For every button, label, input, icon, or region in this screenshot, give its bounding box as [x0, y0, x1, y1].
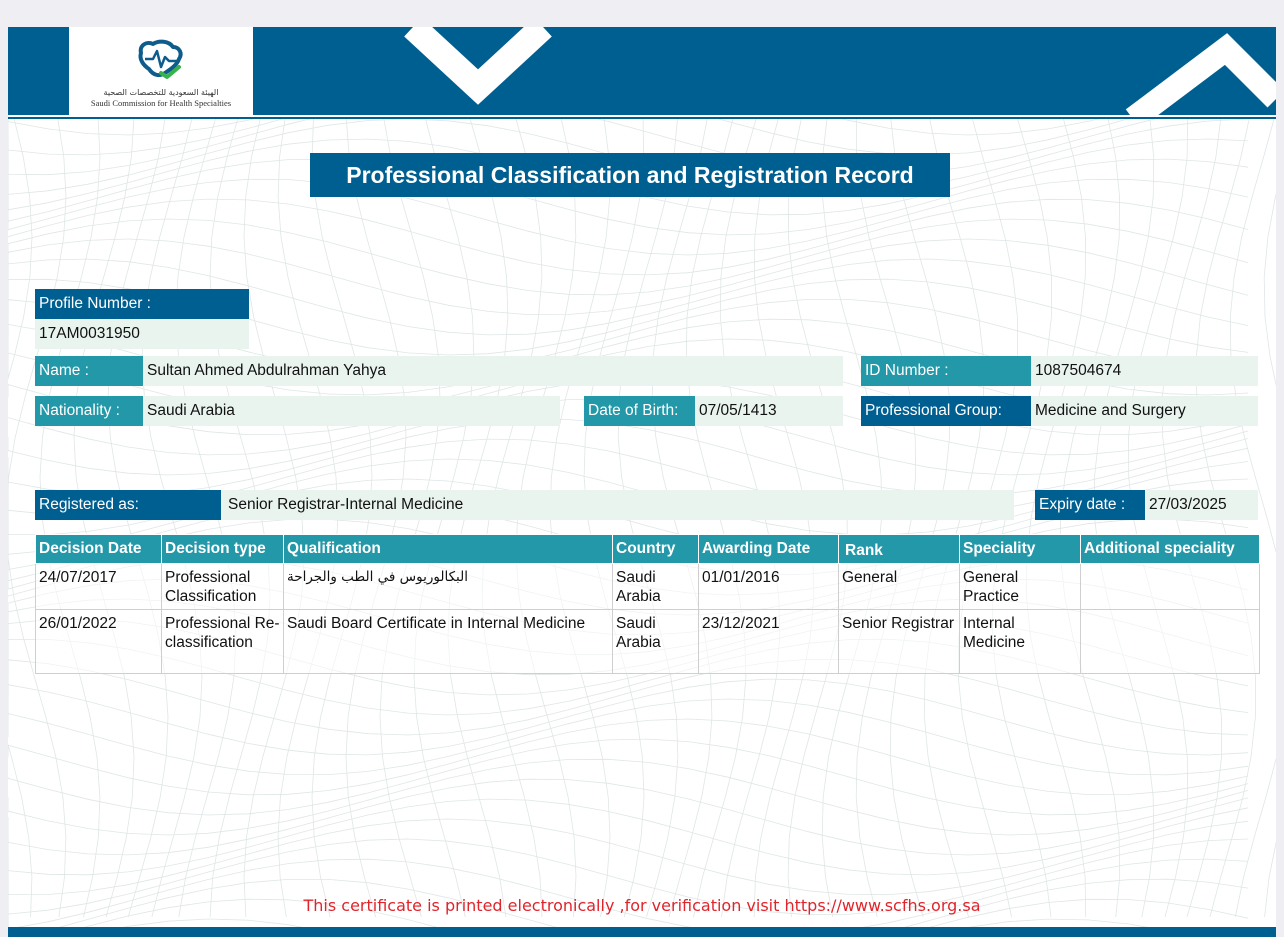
id-number-value: 1087504674 — [1031, 356, 1258, 386]
scfhs-logo-icon — [133, 37, 189, 81]
cell-country: Saudi Arabia — [613, 564, 699, 610]
profile-number-value: 17AM0031950 — [35, 319, 249, 349]
name-value: Sultan Ahmed Abdulrahman Yahya — [143, 356, 843, 386]
col-header-qualification: Qualification — [284, 535, 613, 564]
scfhs-logo — [69, 27, 253, 115]
logo-arabic-text: الهيئة السعودية للتخصصات الصحية — [103, 88, 219, 97]
page-title: Professional Classification and Registration Record — [310, 153, 950, 197]
profile-number-label: Profile Number : — [35, 289, 249, 319]
col-header-decision-date: Decision Date — [36, 535, 162, 564]
guilloche-watermark — [8, 117, 1276, 927]
professional-group-label: Professional Group: — [861, 396, 1031, 426]
col-header-additional-speciality: Additional speciality — [1081, 535, 1260, 564]
verification-note: This certificate is printed electronically ,for verification visit https://www.scfhs.org.sa — [303, 896, 981, 915]
cell-rank: Senior Registrar — [839, 610, 960, 674]
cell-awarding-date: 01/01/2016 — [699, 564, 839, 610]
registered-as-label: Registered as: — [35, 490, 221, 520]
cell-qualification: البكالوريوس في الطب والجراحة — [284, 564, 613, 610]
header-rule — [8, 117, 1276, 119]
registered-as-value: Senior Registrar-Internal Medicine — [221, 490, 1014, 520]
professional-group-value: Medicine and Surgery — [1031, 396, 1258, 426]
cell-decision-type: Professional Re-classification — [162, 610, 284, 674]
col-header-awarding-date: Awarding Date — [699, 535, 839, 564]
cell-qualification: Saudi Board Certificate in Internal Medicine — [284, 610, 613, 674]
certificate-page — [8, 27, 1276, 937]
col-header-speciality: Speciality — [960, 535, 1081, 564]
cell-speciality: Internal Medicine — [960, 610, 1081, 674]
logo-english-text: Saudi Commission for Health Specialties — [90, 98, 232, 108]
dob-value: 07/05/1413 — [695, 396, 843, 426]
nationality-value: Saudi Arabia — [143, 396, 560, 426]
cell-additional-speciality — [1081, 564, 1260, 610]
classification-table — [35, 534, 1259, 674]
id-number-label: ID Number : — [861, 356, 1031, 386]
cell-decision-type: Professional Classification — [162, 564, 284, 610]
cell-decision-date: 26/01/2022 — [36, 610, 162, 674]
dob-label: Date of Birth: — [584, 396, 695, 426]
name-label: Name : — [35, 356, 143, 386]
col-header-decision-type: Decision type — [162, 535, 284, 564]
cell-additional-speciality — [1081, 610, 1260, 674]
expiry-date-value: 27/03/2025 — [1145, 490, 1258, 520]
footer-band — [8, 927, 1276, 937]
table-row — [36, 610, 1260, 674]
expiry-date-label: Expiry date : — [1035, 490, 1145, 520]
cell-country: Saudi Arabia — [613, 610, 699, 674]
col-header-rank: Rank — [839, 535, 960, 564]
cell-awarding-date: 23/12/2021 — [699, 610, 839, 674]
cell-decision-date: 24/07/2017 — [36, 564, 162, 610]
cell-rank: General — [839, 564, 960, 610]
col-header-country: Country — [613, 535, 699, 564]
table-header-row — [36, 535, 1260, 564]
nationality-label: Nationality : — [35, 396, 143, 426]
cell-speciality: General Practice — [960, 564, 1081, 610]
table-row — [36, 564, 1260, 610]
